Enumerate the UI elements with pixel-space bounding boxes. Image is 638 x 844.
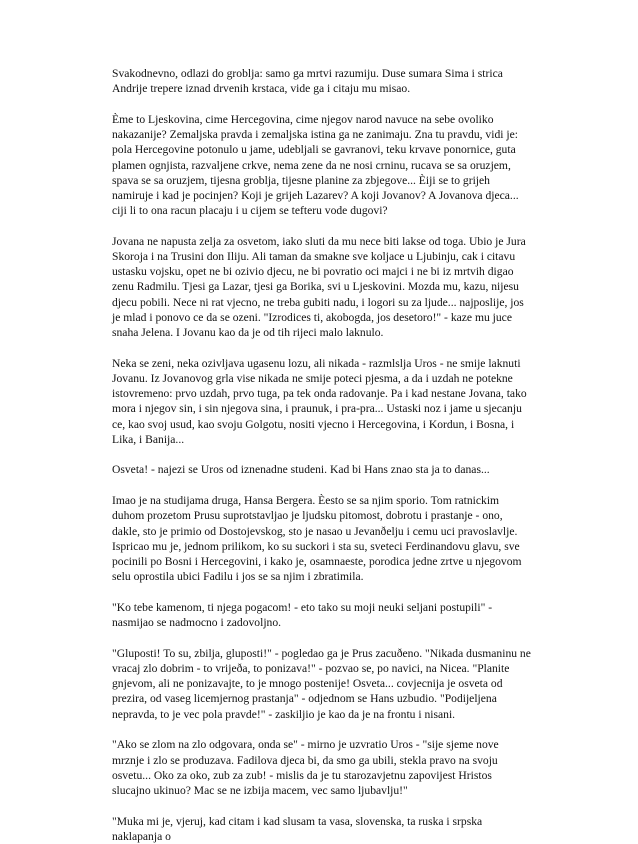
paragraph: Osveta! - najezi se Uros od iznenadne studeni. Kad bi Hans znao sta ja to danas... [112,463,490,477]
paragraph: "Muka mi je, vjeruj, kad citam i kad slusam ta vasa, slovenska, ta ruska i srpska naklapanja o [112,814,483,843]
paragraph: Jovana ne napusta zelja za osvetom, iako sluti da mu nece biti lakse od toga. Ubio je Jura Skoroja i na Trusini don Iliju. Ali taman da smakne sve koljace u Ljubinju, cak i citavu ustasku vojsku, opet ne bi ozivio djecu, ne bi povratio oci majci i ne bi iz mrtvih digao zenu Radmilu. Tjesi ga Lazar, tjesi ga Borika, svi u Ljeskovini. Mozda mu, kazu, nijesu djecu pobili. Nece ni rat vjecno, ne treba gubiti nadu, i logori su za ljude... najposlije, jos je mlad i ponovo ce da se ozeni. "Izrodices ti, akobogda, jos desetoro!" - kaze mu juce snaha Jelena. I Jovanu kao da je od tih rijeci malo laknulo. [112,234,526,340]
paragraph: "Ko tebe kamenom, ti njega pogacom! - eto tako su moji neuki seljani postupili" - nasmijao se nadmocno i zadovoljno. [112,600,493,630]
paragraph: Svakodnevno, odlazi do groblja: samo ga mrtvi razumiju. Duse sumara Sima i strica Andrije trepere iznad drvenih krstaca, vide ga i citaju mu misao. [112,67,503,96]
paragraph: Ème to Ljeskovina, cime Hercegovina, cime njegov narod navuce na sebe ovoliko nakazanije? Zemaljska pravda i zemaljska istina ga ne zanimaju. Zna tu pravdu, vidi je: pola Hercegovine potonulo u jame, udebljali se gavranovi, teku krvave ponornice, guta plamen ognjista, razvaljene crkve, nema zene da ne nosi crninu, rucava se sa oruzjem, spava se sa oruzjem, tijesna groblja, tijesne planine za zbjegove... Èiji se to grijeh namiruje i kad je pocinjen? Koji je grijeh Lazarev? A koji Jovanov? A Jovanova djeca... ciji li to ona racun placaju i u cijem se tefteru vode dugovi? [112,112,519,218]
paragraph: "Ako se zlom na zlo odgovara, onda se" - mirno je uzvratio Uros - "sije sjeme nove mrznje i zlo se produzava. Fadilova djeca bi, da smo ga ubili, stekla pravo na svoju osvetu... Oko za oko, zub za zub! - mislis da je tu starozavjetnu zapovijest Hristos slucajno ukinuo? Mac se ne izbija macem, vec samo ljubavlju!" [112,738,499,797]
paragraph: Imao je na studijama druga, Hansa Bergera. Èesto se sa njim sporio. Tom ratnickim duhom prozetom Prusu suprotstavljao je ljudsku pitomost, dobrotu i prastanje - ono, dakle, sto je primio od Dostojevskog, sto je nasao u Jevanðelju i cemu uci pravoslavlje. Ispricao mu je, jednom prilikom, ko su suckori i sta su, sveteci Ferdinandovu glavu, sve pocinili po Bosni i Hercegovini, i kako je, osamnaeste, porodica jedne zrtve u njegovom selu oprostila ubici Fadilu i jos se sa njim i zbratimila. [112,494,522,584]
paragraph: Neka se zeni, neka ozivljava ugasenu lozu, ali nikada - razmlslja Uros - ne smije laknuti Jovanu. Iz Jovanovog grla vise nikada ne smije poteci pjesma, a da i uzdah ne potekne istovremeno: prvo uzdah, prvo tuga, pa tek onda radovanje. Pa i kad nestane Jovana, tako mora i njegov sin, i sin njegova sina, i praunuk, i pra-pra... Ustaski noz i jame u sjecanju ce, kao svoj usud, kao svoju Golgotu, nositi vjecno i Hercegovina, i Kordun, i Bosna, i Lika, i Banija... [112,356,527,446]
document-page [112,66,532,844]
paragraph: "Gluposti! To su, zbilja, gluposti!" - pogledao ga je Prus zacuðeno. "Nikada dusmaninu ne vracaj zlo dobrim - to vrijeða, to ponizava!" - pozvao se, po navici, na Nicea. "Planite gnjevom, ali ne ponizavajte, to je mnogo postenije! Osveta... covjecnija je osveta od prezira, od vaseg licemjernog prastanja" - odjednom se Hans uzbudio. "Podijeljena nepravda, to je vec pola pravde!" - zaskiljio je kao da je na frontu i nisani. [112,646,531,721]
